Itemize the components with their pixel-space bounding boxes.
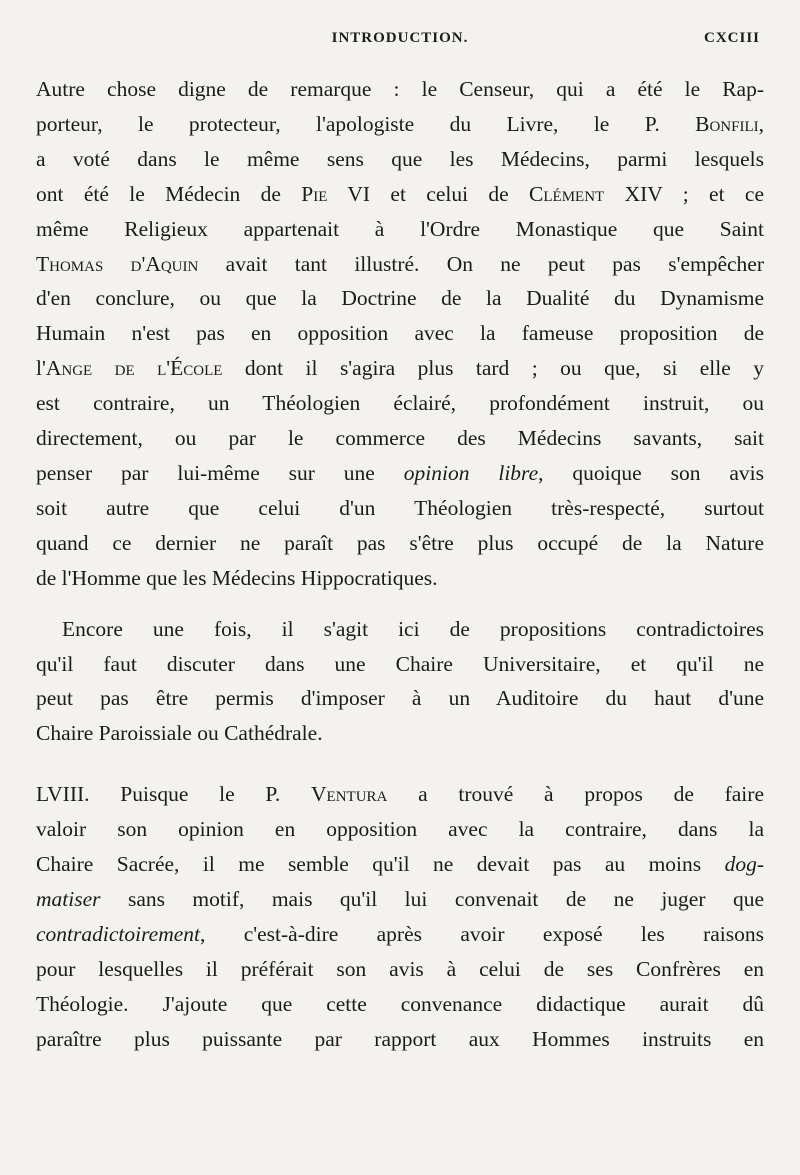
running-head-title: INTRODUCTION.: [331, 30, 469, 46]
text-line: [36, 386, 764, 421]
text-run: est contraire, un Théologien éclairé, profondément instruit, ou: [36, 391, 764, 416]
text-line: [36, 456, 764, 491]
text-line: [36, 952, 764, 987]
text-line: [36, 882, 764, 917]
text-line: [36, 491, 764, 526]
text-line: [36, 212, 764, 247]
page-number: CXCIII: [703, 30, 760, 46]
text-run: Ange de l'École: [45, 356, 223, 381]
text-line: [36, 142, 764, 177]
text-line: [36, 1022, 764, 1057]
text-run: dont il s'agira plus tard ; ou que, si elle y: [222, 356, 764, 381]
text-run: ,: [758, 111, 764, 136]
text-run: d'en conclure, ou que la Doctrine de la Dualité du Dynamisme: [36, 286, 764, 311]
body-text: [36, 72, 764, 1056]
text-line: [36, 351, 764, 386]
running-head: [0, 30, 800, 54]
text-run: Humain n'est pas en opposition avec la fameuse proposition de: [36, 321, 764, 346]
text-line: [36, 316, 764, 351]
text-line: [36, 777, 764, 812]
text-run: penser par lui-même sur une: [36, 460, 404, 485]
text-line: [36, 612, 764, 647]
text-run: l': [36, 356, 46, 381]
text-run: Encore une fois, il s'agit ici de propositions contradictoires: [62, 616, 764, 641]
text-run: de l'Homme que les Médecins Hippocratiques.: [36, 565, 438, 590]
text-line: [36, 72, 764, 107]
text-run: avait tant illustré. On ne peut pas s'empêcher: [198, 251, 764, 276]
text-line: [36, 917, 764, 952]
text-run: sans motif, mais qu'il lui convenait de ne juger que: [100, 886, 764, 911]
text-run: ont été le Médecin de: [36, 181, 302, 206]
text-run: LVIII. Puisque le P.: [36, 782, 312, 807]
text-run: , quoique son avis: [538, 460, 764, 485]
text-run: Chaire Paroissiale ou Cathédrale.: [36, 721, 323, 746]
text-run: même Religieux appartenait à l'Ordre Monastique que Saint: [36, 216, 764, 241]
text-run: valoir son opinion en opposition avec la contraire, dans la: [36, 817, 764, 842]
text-run: , c'est-à-dire après avoir exposé les raisons: [200, 921, 764, 946]
text-run: Autre chose digne de remarque : le Censeur, qui a été le Rap-: [36, 77, 764, 101]
text-run: peut pas être permis d'imposer à un Auditoire du haut d'une: [36, 686, 764, 711]
text-run: qu'il faut discuter dans une Chaire Universitaire, et qu'il ne: [36, 651, 764, 676]
text-line: [36, 812, 764, 847]
text-line: [36, 647, 764, 682]
text-run: quand ce dernier ne paraît pas s'être plus occupé de la Nature: [36, 530, 764, 555]
text-line: [36, 247, 764, 282]
text-line: [36, 561, 764, 596]
text-run: opinion libre: [403, 460, 539, 485]
text-run: Bonfili: [695, 111, 759, 136]
text-run: dog-: [724, 852, 764, 877]
text-run: matiser: [36, 886, 101, 911]
text-run: contradictoirement: [36, 921, 201, 946]
text-run: porteur, le protecteur, l'apologiste du Livre, le P.: [36, 111, 696, 136]
text-run: XIV ; et ce: [604, 181, 765, 206]
text-line: [36, 716, 764, 751]
text-run: directement, ou par le commerce des Médecins savants, sait: [36, 426, 764, 451]
text-line: [36, 681, 764, 716]
text-run: Thomas d'Aquin: [36, 251, 199, 276]
text-run: Théologie. J'ajoute que cette convenance didactique aurait dû: [36, 991, 764, 1016]
text-line: [36, 107, 764, 142]
text-run: Ventura: [311, 782, 388, 807]
text-run: paraître plus puissante par rapport aux Hommes instruits en: [36, 1026, 764, 1051]
text-run: a trouvé à propos de faire: [387, 782, 764, 807]
text-line: [36, 177, 764, 212]
text-run: pour lesquelles il préférait son avis à celui de ses Confrères en: [36, 956, 764, 981]
text-run: Chaire Sacrée, il me semble qu'il ne devait pas au moins: [36, 852, 725, 877]
text-run: Clément: [529, 181, 605, 206]
text-line: [36, 421, 764, 456]
text-run: soit autre que celui d'un Théologien très-respecté, surtout: [36, 495, 764, 520]
text-line: [36, 526, 764, 561]
text-line: [36, 847, 764, 882]
text-line: [36, 987, 764, 1022]
text-run: VI et celui de: [327, 181, 530, 206]
text-run: Pie: [301, 181, 328, 206]
text-line: [36, 281, 764, 316]
text-run: a voté dans le même sens que les Médecins, parmi lesquels: [36, 146, 764, 171]
